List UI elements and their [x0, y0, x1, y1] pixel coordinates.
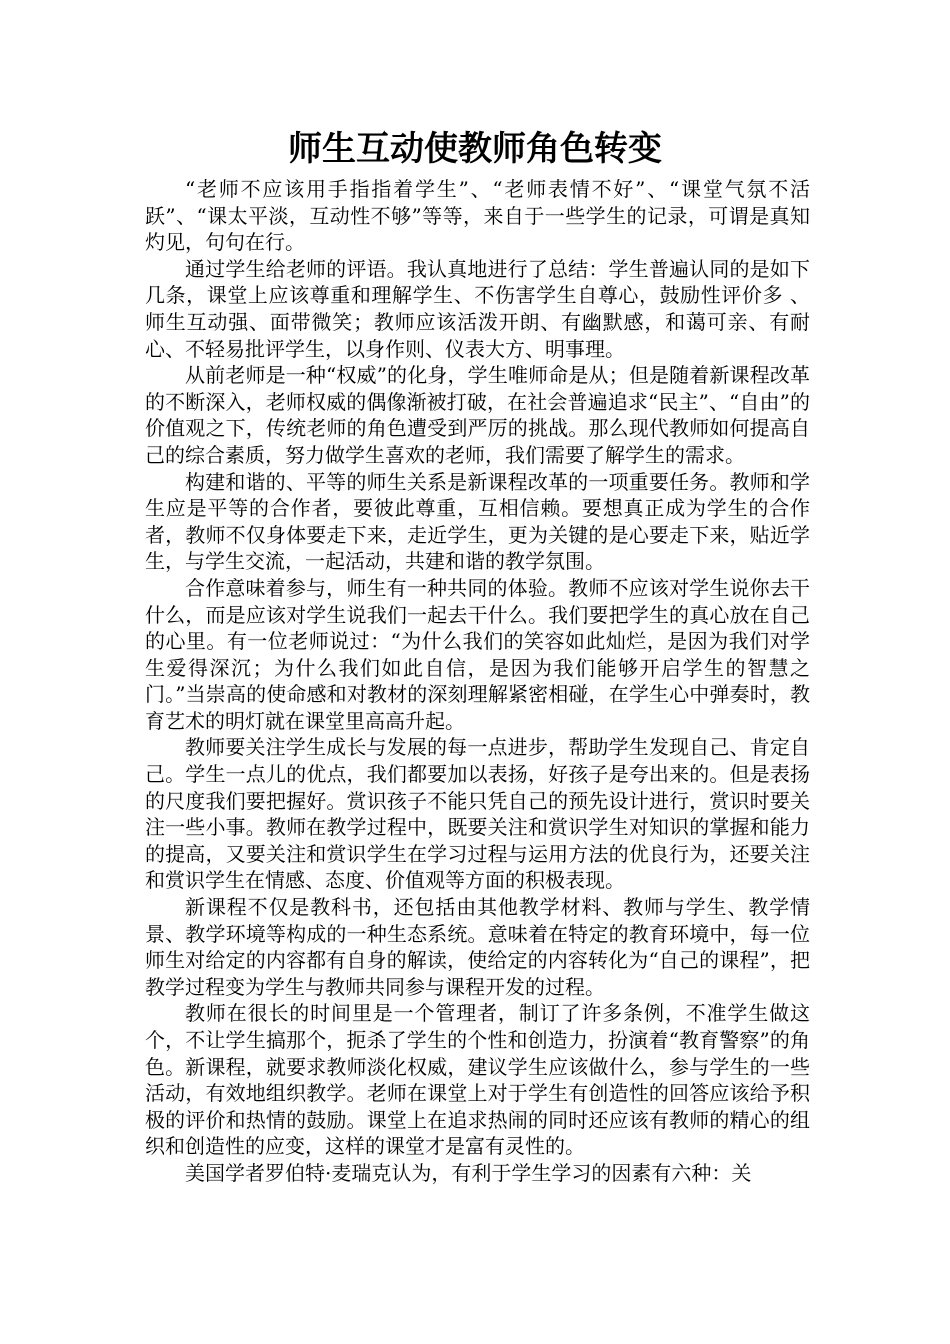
- document-body: [145, 176, 810, 1187]
- paragraph: 美国学者罗伯特·麦瑞克认为，有利于学生学习的因素有六种：关: [185, 1160, 752, 1185]
- paragraph: “老师不应该用手指指着学生”、“老师表情不好”、“课堂气氛不活跃”、“课太平淡，互动性不够”等等，来自于一些学生的记录，可谓是真知灼见，句句在行。: [145, 177, 810, 255]
- paragraph: 通过学生给老师的评语。我认真地进行了总结：学生普遍认同的是如下几条，课堂上应该尊重和理解学生、不伤害学生自尊心，鼓励性评价多 、师生互动强、面带微笑；教师应该活泼开朗、有幽默感，和蔼可亲、有耐心、不轻易批评学生，以身作则、仪表大方、明事理。: [145, 256, 810, 361]
- paragraph: 教师在很长的时间里是一个管理者，制订了许多条例，不准学生做这个，不让学生搞那个，扼杀了学生的个性和创造力，扮演着“教育警察”的角色。新课程，就要求教师淡化权威，建议学生应该做什么，参与学生的一些活动，有效地组织教学。老师在课堂上对于学生有创造性的回答应该给予积极的评价和热情的鼓励。课堂上在追求热闹的同时还应该有教师的精心的组织和创造性的应变，这样的课堂才是富有灵性的。: [145, 1001, 810, 1159]
- paragraph: 从前老师是一种“权威”的化身，学生唯师命是从；但是随着新课程改革的不断深入，老师权威的偶像渐被打破，在社会普遍追求“民主”、“自由”的价值观之下，传统老师的角色遭受到严厉的挑战。那么现代教师如何提高自己的综合素质，努力做学生喜欢的老师，我们需要了解学生的需求。: [145, 363, 810, 467]
- paragraph: 新课程不仅是教科书，还包括由其他教学材料、教师与学生、教学情景、教学环境等构成的一种生态系统。意味着在特定的教育环境中，每一位师生对给定的内容都有自身的解读，使给定的内容转化为“自己的课程”，把教学过程变为学生与教师共同参与课程开发的过程。: [145, 895, 810, 999]
- document-title: 师生互动使教师角色转变: [288, 129, 662, 169]
- paragraph: 合作意味着参与，师生有一种共同的体验。教师不应该对学生说你去干什么，而是应该对学生说我们一起去干什么。我们要把学生的真心放在自己的心里。有一位老师说过：“为什么我们的笑容如此灿烂，是因为我们对学生爱得深沉；为什么我们如此自信，是因为我们能够开启学生的智慧之门。”当崇高的使命感和对教材的深刻理解紧密相碰，在学生心中弹奏时，教育艺术的明灯就在课堂里高高升起。: [145, 575, 810, 733]
- paragraph: 构建和谐的、平等的师生关系是新课程改革的一项重要任务。教师和学生应是平等的合作者，要彼此尊重，互相信赖。要想真正成为学生的合作者，教师不仅身体要走下来，走近学生，更为关键的是心要走下来，贴近学生，与学生交流，一起活动，共建和谐的教学氛围。: [145, 469, 810, 574]
- paragraph: 教师要关注学生成长与发展的每一点进步，帮助学生发现自己、肯定自己。学生一点儿的优点，我们都要加以表扬，好孩子是夸出来的。但是表扬的尺度我们要把握好。赏识孩子不能只凭自己的预先设计进行，赏识时要关注一些小事。教师在教学过程中，既要关注和赏识学生对知识的掌握和能力的提高，又要关注和赏识学生在学习过程与运用方法的优良行为，还要关注和赏识学生在情感、态度、价值观等方面的积极表现。: [145, 735, 810, 893]
